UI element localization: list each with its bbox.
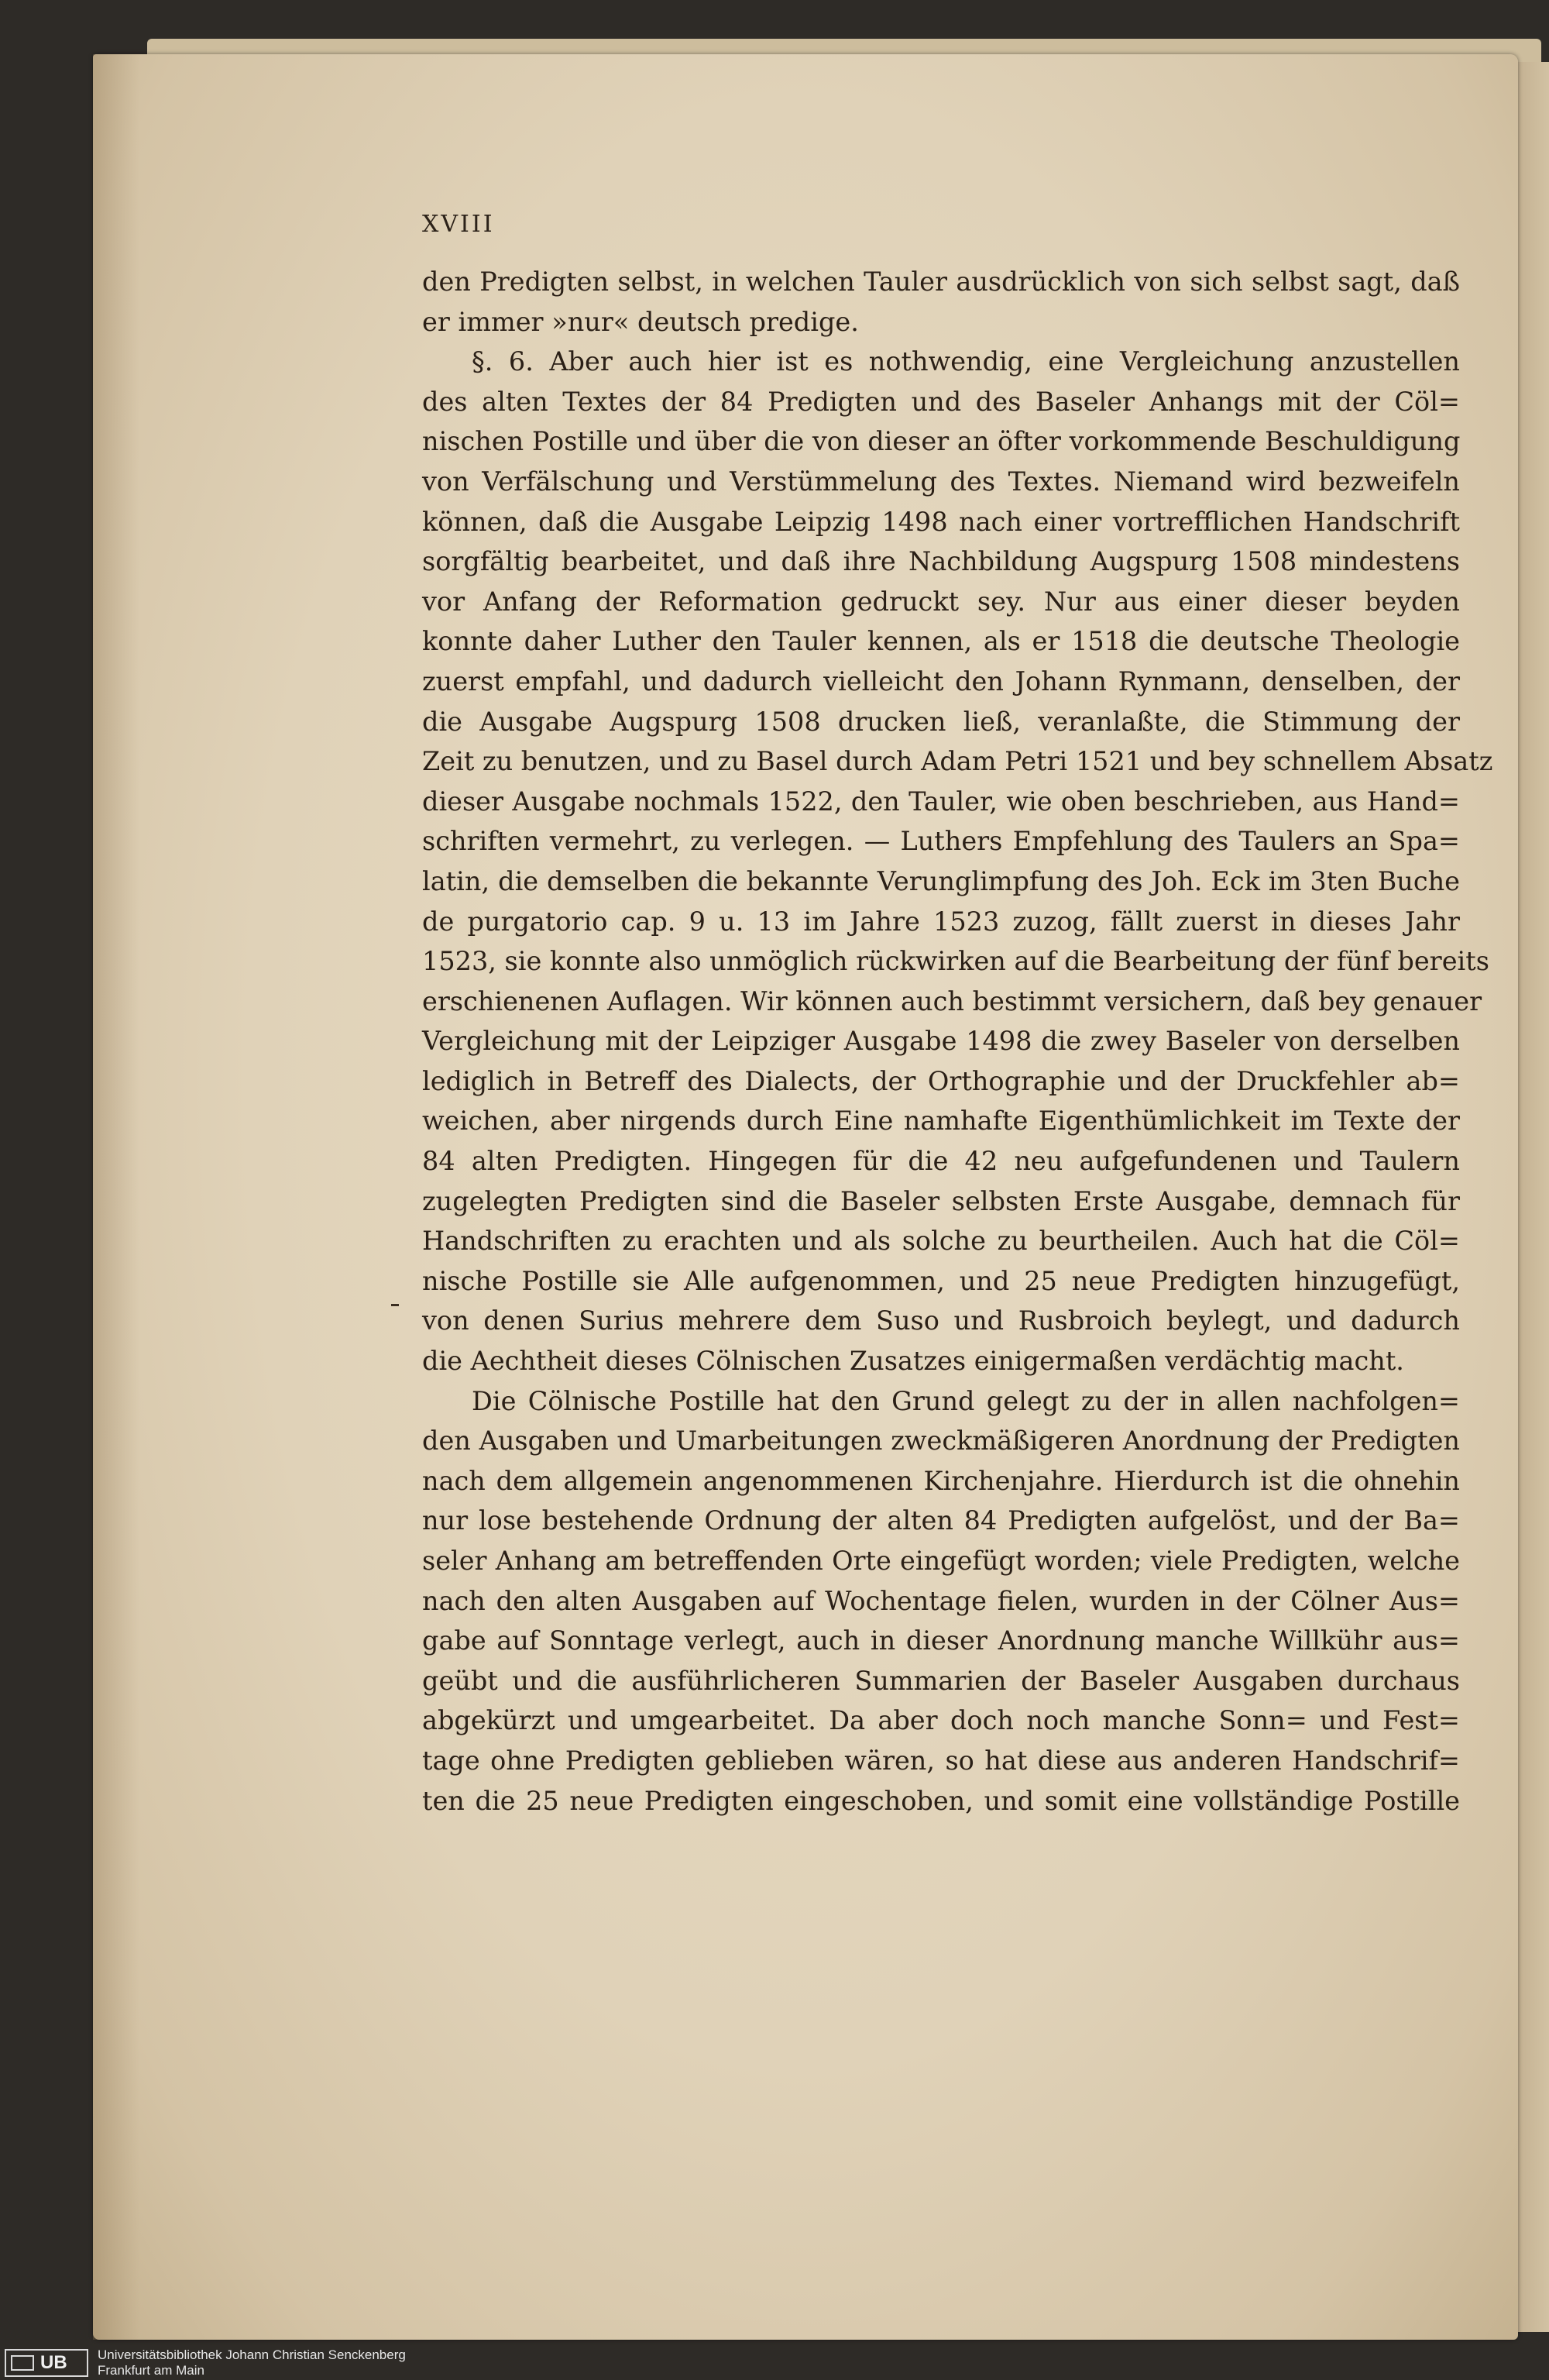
- text-line: zugelegten Predigten sind die Baseler selbsten Erste Ausgabe, demnach für: [422, 1185, 1460, 1216]
- text-line: den Ausgaben und Umarbeitungen zweckmäßigeren Anordnung der Predigten: [422, 1426, 1460, 1457]
- text-line: die Ausgabe Augspurg 1508 drucken ließ, veranlaßte, die Stimmung der: [422, 706, 1460, 737]
- text-line: von denen Surius mehrere dem Suso und Rusbroich beylegt, und dadurch: [422, 1305, 1460, 1336]
- text-line: konnte daher Luther den Tauler kennen, als er 1518 die deutsche Theologie: [422, 626, 1460, 657]
- text-line: nach den alten Ausgaben auf Wochentage fielen, wurden in der Cölner Aus=: [422, 1585, 1460, 1616]
- text-line: ten die 25 neue Predigten eingeschoben, und somit eine vollständige Postille: [422, 1785, 1460, 1816]
- text-line: vor Anfang der Reformation gedruckt sey. Nur aus einer dieser beyden: [422, 586, 1460, 617]
- institution-line-2: Frankfurt am Main: [98, 2363, 204, 2378]
- text-line: er immer »nur« deutsch predige.: [422, 306, 859, 337]
- text-line: §. 6. Aber auch hier ist es nothwendig, eine Vergleichung anzustellen: [472, 346, 1460, 377]
- ub-logo: [5, 2349, 88, 2377]
- text-line: von Verfälschung und Verstümmelung des Textes. Niemand wird bezweifeln: [422, 466, 1460, 497]
- text-line: Zeit zu benutzen, und zu Basel durch Adam Petri 1521 und bey schnellem Absatz: [422, 746, 1493, 777]
- text-line: können, daß die Ausgabe Leipzig 1498 nach einer vortrefflichen Handschrift: [422, 506, 1460, 537]
- text-line: die Aechtheit dieses Cölnischen Zusatzes einigermaßen verdächtig macht.: [422, 1346, 1404, 1377]
- text-line: schriften vermehrt, zu verlegen. — Luthers Empfehlung des Taulers an Spa=: [422, 826, 1460, 857]
- text-line: tage ohne Predigten geblieben wären, so hat diese aus anderen Handschrif=: [422, 1745, 1460, 1776]
- text-line: nach dem allgemein angenommenen Kirchenjahre. Hierdurch ist die ohnehin: [422, 1465, 1460, 1496]
- text-line: 84 alten Predigten. Hingegen für die 42 neu aufgefundenen und Taulern: [422, 1146, 1460, 1177]
- text-line: lediglich in Betreff des Dialects, der Orthographie und der Druckfehler ab=: [422, 1065, 1460, 1096]
- institution-name: [98, 2347, 406, 2378]
- library-footer: [0, 2346, 1549, 2380]
- text-line: des alten Textes der 84 Predigten und des Baseler Anhangs mit der Cöl=: [422, 386, 1460, 417]
- text-line: nischen Postille und über die von dieser an öfter vorkommende Beschuldigung: [422, 426, 1461, 457]
- text-line: sorgfältig bearbeitet, und daß ihre Nachbildung Augspurg 1508 mindestens: [422, 546, 1460, 577]
- text-line: den Predigten selbst, in welchen Tauler ausdrücklich von sich selbst sagt, daß: [422, 267, 1460, 297]
- text-line: Vergleichung mit der Leipziger Ausgabe 1498 die zwey Baseler von derselben: [422, 1026, 1460, 1057]
- text-line: nur lose bestehende Ordnung der alten 84 Predigten aufgelöst, und der Ba=: [422, 1505, 1460, 1536]
- ub-logo-text: UB: [40, 2352, 67, 2373]
- page-gutter-shadow: [93, 54, 139, 2340]
- text-line: seler Anhang am betreffenden Orte eingefügt worden; viele Predigten, welche: [422, 1546, 1460, 1576]
- text-line: latin, die demselben die bekannte Verunglimpfung des Joh. Eck im 3ten Buche: [422, 865, 1460, 896]
- text-line: dieser Ausgabe nochmals 1522, den Tauler, wie oben beschrieben, aus Hand=: [422, 786, 1460, 817]
- text-line: 1523, sie konnte also unmöglich rückwirken auf die Bearbeitung der fünf bereits: [422, 946, 1489, 977]
- text-line: gabe auf Sonntage verlegt, auch in dieser Anordnung manche Willkühr aus=: [422, 1625, 1460, 1656]
- text-line: geübt und die ausführlicheren Summarien der Baseler Ausgaben durchaus: [422, 1665, 1460, 1696]
- text-line: weichen, aber nirgends durch Eine namhafte Eigenthümlichkeit im Texte der: [422, 1106, 1460, 1137]
- body-text: [422, 262, 1493, 1821]
- text-line: de purgatorio cap. 9 u. 13 im Jahre 1523 zuzog, fällt zuerst in dieses Jahr: [422, 906, 1460, 937]
- text-line: erschienenen Auflagen. Wir können auch bestimmt versichern, daß bey genauer: [422, 985, 1482, 1016]
- ub-logo-mark-icon: [11, 2355, 34, 2371]
- text-line: Die Cölnische Postille hat den Grund gelegt zu der in allen nachfolgen=: [472, 1385, 1460, 1416]
- institution-line-1: Universitätsbibliothek Johann Christian Senckenberg: [98, 2347, 406, 2362]
- margin-mark: [391, 1304, 399, 1306]
- text-line: abgekürzt und umgearbeitet. Da aber doch noch manche Sonn= und Fest=: [422, 1705, 1460, 1736]
- text-line: Handschriften zu erachten und als solche zu beurtheilen. Auch hat die Cöl=: [422, 1226, 1460, 1257]
- page-number: XVIII: [422, 211, 495, 238]
- text-line: nische Postille sie Alle aufgenommen, und 25 neue Predigten hinzugefügt,: [422, 1265, 1460, 1296]
- text-line: zuerst empfahl, und dadurch vielleicht den Johann Rynmann, denselben, der: [422, 666, 1460, 696]
